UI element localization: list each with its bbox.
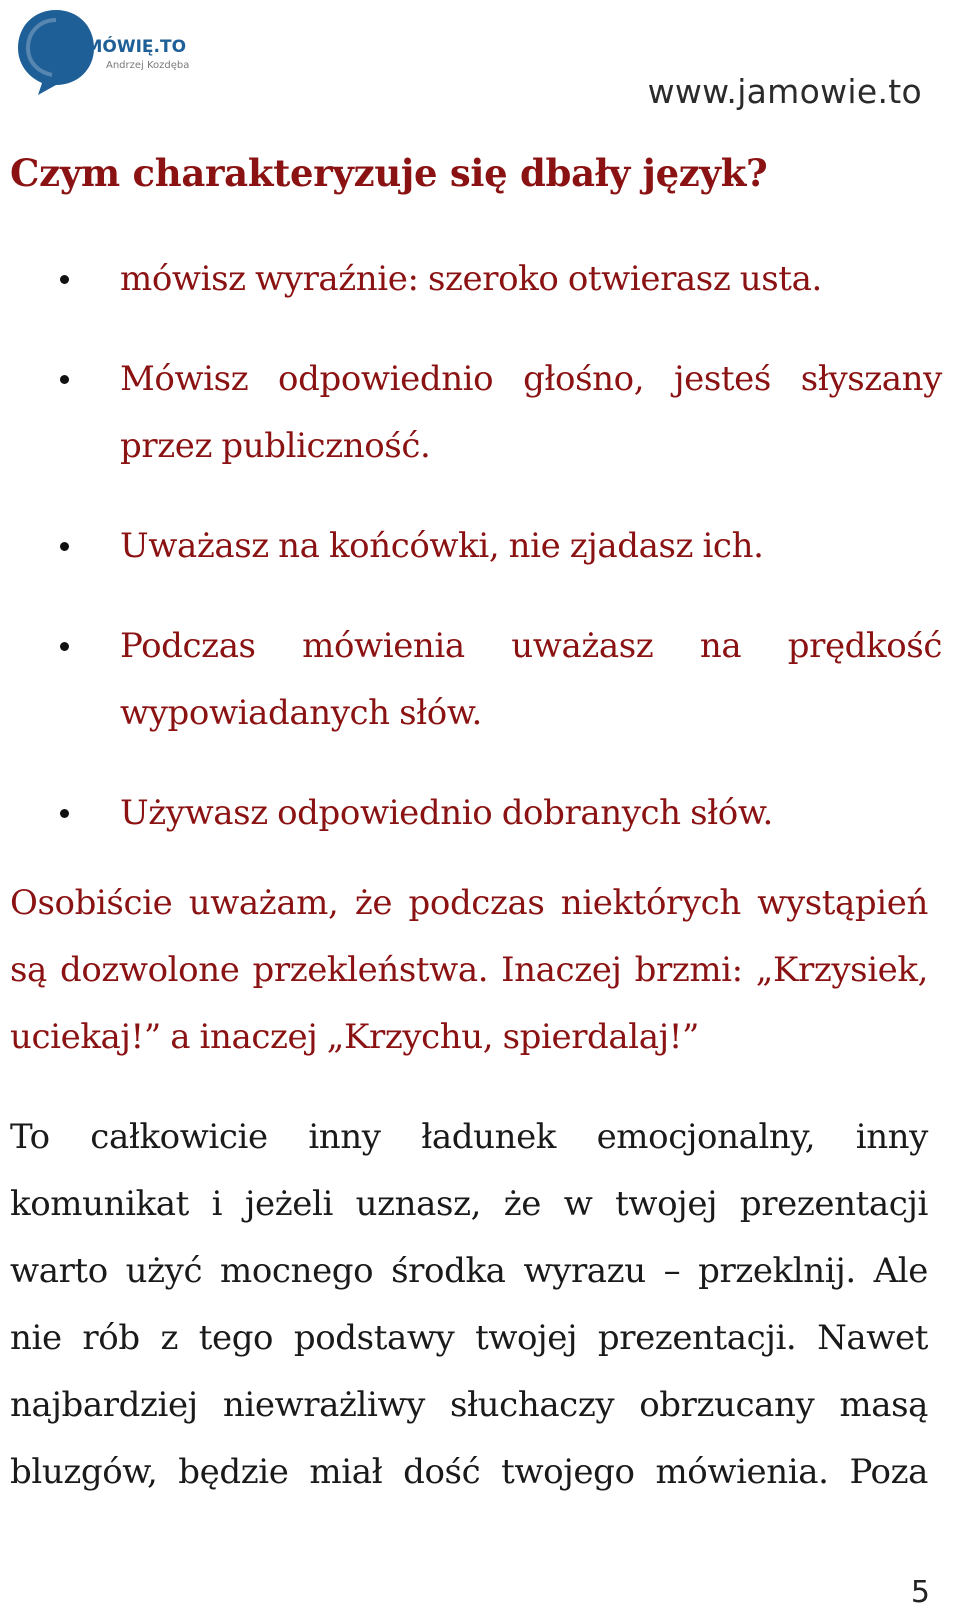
speech-bubble-logo-icon — [16, 6, 196, 96]
list-item — [0, 613, 950, 747]
paragraph-swearing-opinion: Osobiście uważam, że podczas niektórych wystąpień są dozwolone przekleństwa. Inaczej brzmi: „Krzysiek, uciekaj!” a inaczej „Krzychu, spierdalaj!” — [10, 883, 928, 1057]
page-number: 5 — [910, 1575, 930, 1610]
paragraph-emotional-charge: To całkowicie inny ładunek emocjonalny, inny komunikat i jeżeli uznasz, że w twojej prezentacji warto użyć mocnego środka wyrazu – przeklnij. Ale nie rób z tego podstawy twojej prezentacji. Nawet najbardziej niewrażliwy słuchaczy obrzucany masą bluzgów, będzie miał dość twojego mówienia. Poza — [10, 1117, 928, 1492]
bullet-dot-icon — [60, 642, 69, 651]
list-item-text: Uważasz na końcówki, nie zjadasz ich. — [120, 526, 764, 566]
bullet-dot-icon — [60, 542, 69, 551]
list-item — [0, 513, 950, 580]
list-item-text: mówisz wyraźnie: szeroko otwierasz usta. — [120, 259, 822, 299]
list-item-text: Podczas mówienia uważasz na prędkość wypowiadanych słów. — [120, 626, 942, 733]
bullet-list — [0, 246, 950, 880]
logo — [16, 6, 196, 96]
site-url[interactable]: www.jamowie.to — [647, 72, 922, 111]
list-item — [0, 246, 950, 313]
list-item-text: Mówisz odpowiednio głośno, jesteś słyszany przez publiczność. — [120, 359, 942, 466]
list-item — [0, 346, 950, 480]
bullet-dot-icon — [60, 275, 69, 284]
page-heading: Czym charakteryzuje się dbały język? — [10, 151, 768, 195]
bullet-dot-icon — [60, 375, 69, 384]
list-item — [0, 780, 950, 847]
logo-brand-text: JAMÓWIĘ.TO — [66, 37, 187, 57]
logo-author-text: Andrzej Kozdęba — [106, 60, 190, 71]
list-item-text: Używasz odpowiednio dobranych słów. — [120, 793, 773, 833]
bullet-dot-icon — [60, 809, 69, 818]
